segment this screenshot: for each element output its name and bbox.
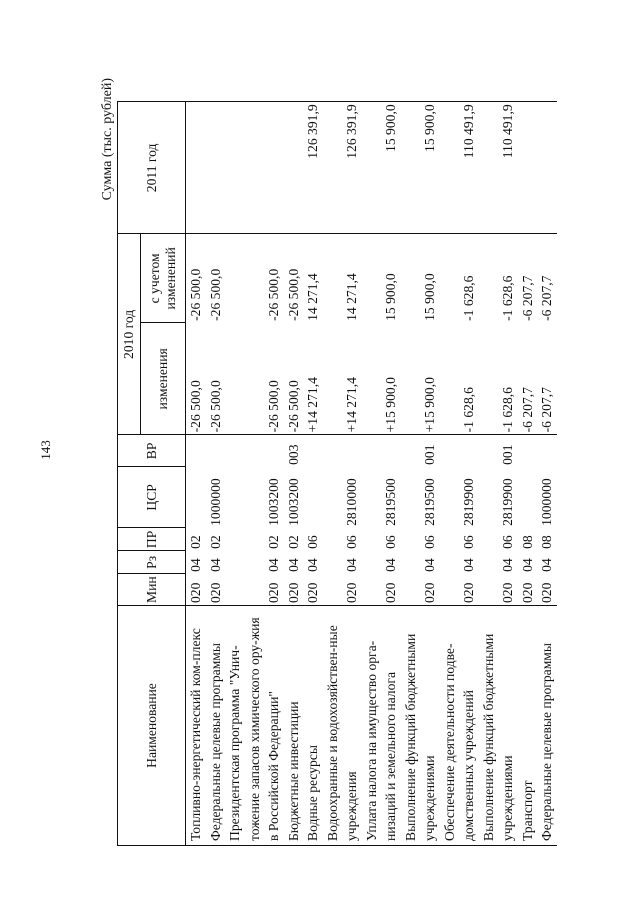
cell-2011: 15 900,0 — [362, 102, 401, 234]
cell-rz: 04 — [539, 558, 554, 572]
budget-table — [117, 101, 557, 846]
cell-name: Президентская программа "Унич-тожение запасов химического ору-жия в Российской Федерации" — [225, 606, 284, 846]
cell-pr: 08 — [519, 535, 535, 549]
cell-pr: 06 — [383, 535, 398, 549]
cell-name: Бюджетные инвестиции — [284, 606, 304, 846]
cell-csr: 2819500 — [383, 478, 398, 526]
cell-changes: +15 900,0 — [422, 377, 437, 433]
cell-name: Обеспечение деятельности подве-домственных учреждений — [440, 606, 479, 846]
cell-rz: 04 — [422, 558, 437, 572]
cell-pr: 06 — [422, 535, 437, 549]
cell-rz: 04 — [344, 558, 359, 572]
cell-with-changes: -6 207,7 — [518, 234, 538, 323]
cell-rz: 04 — [207, 558, 223, 572]
table-row — [440, 102, 479, 846]
table-row — [186, 102, 206, 846]
cell-csr: 1000000 — [539, 478, 554, 526]
table-row — [225, 102, 284, 846]
cell-2011: 126 391,9 — [303, 102, 323, 234]
table-row — [323, 102, 362, 846]
cell-pr: 02 — [188, 535, 203, 549]
cell-min: 020 — [305, 582, 320, 603]
cell-changes: -26 500,0 — [188, 380, 203, 433]
cell-2011 — [518, 102, 538, 234]
cell-changes: +14 271,4 — [305, 377, 320, 433]
cell-min: 020 — [344, 582, 359, 603]
cell-2011 — [186, 102, 206, 234]
cell-name: Топливно-энергетический ком-плекс — [186, 606, 206, 846]
cell-changes: +15 900,0 — [383, 377, 398, 433]
cell-vr — [537, 435, 557, 467]
cell-with-changes: -26 500,0 — [186, 234, 206, 323]
cell-csr — [518, 467, 538, 528]
units-caption: Сумма (тыс. рублей) — [100, 78, 115, 201]
table-row — [537, 102, 557, 846]
header-changes: изменения — [141, 323, 186, 435]
cell-vr — [225, 435, 284, 467]
cell-pr: 06 — [461, 535, 476, 549]
cell-name: Уплата налога на имущество орга-низаций и земельного налога — [362, 606, 401, 846]
cell-pr: 02 — [207, 535, 223, 549]
cell-csr — [303, 467, 323, 528]
cell-vr — [362, 435, 401, 467]
cell-name: Федеральные целевые программы — [537, 606, 557, 846]
cell-2011 — [284, 102, 304, 234]
cell-rz: 04 — [500, 558, 515, 572]
cell-vr: 001 — [401, 435, 440, 467]
cell-vr — [323, 435, 362, 467]
table-row — [479, 102, 518, 846]
cell-2011 — [537, 102, 557, 234]
cell-min: 020 — [266, 582, 281, 603]
cell-2011: 110 491,9 — [440, 102, 479, 234]
cell-name: Водные ресурсы — [303, 606, 323, 846]
cell-with-changes: 15 900,0 — [362, 234, 401, 323]
table-body — [186, 102, 557, 846]
cell-changes: -26 500,0 — [266, 380, 281, 433]
cell-2011 — [225, 102, 284, 234]
cell-vr — [518, 435, 538, 467]
cell-changes: -6 207,7 — [539, 387, 554, 433]
header-with-changes: с учетом изменений — [141, 234, 186, 323]
cell-2011: 110 491,9 — [479, 102, 518, 234]
cell-rz: 04 — [266, 558, 281, 572]
header-year-2011: 2011 год — [118, 102, 186, 234]
table-row — [284, 102, 304, 846]
cell-min: 020 — [207, 582, 223, 603]
cell-changes: -6 207,7 — [519, 387, 535, 433]
cell-changes: -26 500,0 — [207, 380, 223, 433]
cell-name: Федеральные целевые программы — [206, 606, 226, 846]
cell-changes: -1 628,6 — [461, 387, 476, 433]
cell-csr: 1003200 — [285, 478, 301, 526]
cell-2011: 126 391,9 — [323, 102, 362, 234]
cell-min: 020 — [461, 582, 476, 603]
cell-with-changes: -6 207,7 — [537, 234, 557, 323]
header-min: Мин — [118, 574, 186, 606]
cell-vr: 003 — [284, 435, 304, 467]
cell-pr: 06 — [500, 535, 515, 549]
cell-2011: 15 900,0 — [401, 102, 440, 234]
header-name: Наименование — [118, 606, 186, 846]
cell-min: 020 — [519, 582, 535, 603]
cell-min: 020 — [500, 582, 515, 603]
cell-with-changes: 14 271,4 — [323, 234, 362, 323]
cell-min: 020 — [422, 582, 437, 603]
cell-csr — [186, 467, 206, 528]
header-year-2010: 2010 год — [118, 234, 141, 435]
cell-with-changes: -26 500,0 — [284, 234, 304, 323]
cell-rz: 04 — [305, 558, 320, 572]
cell-2011 — [206, 102, 226, 234]
table-row — [362, 102, 401, 846]
cell-rz: 04 — [188, 558, 203, 572]
header-csr: ЦСР — [118, 467, 186, 528]
cell-with-changes: -1 628,6 — [479, 234, 518, 323]
cell-csr: 1003200 — [266, 478, 281, 526]
cell-pr: 06 — [344, 535, 359, 549]
cell-rz: 04 — [383, 558, 398, 572]
header-pr: ПР — [118, 528, 186, 551]
cell-min: 020 — [285, 582, 301, 603]
table-row — [303, 102, 323, 846]
cell-with-changes: -26 500,0 — [206, 234, 226, 323]
cell-with-changes: -26 500,0 — [225, 234, 284, 323]
table-header — [118, 102, 186, 846]
cell-name: Выполнение функций бюджетными учреждениями — [401, 606, 440, 846]
cell-rz: 04 — [461, 558, 476, 572]
table-row — [206, 102, 226, 846]
cell-with-changes: 14 271,4 — [303, 234, 323, 323]
cell-min: 020 — [539, 582, 554, 603]
cell-rz: 04 — [519, 558, 535, 572]
table-row — [518, 102, 538, 846]
cell-csr: 1000000 — [207, 478, 223, 526]
header-rz: Рз — [118, 551, 186, 574]
table-row — [401, 102, 440, 846]
cell-name: Транспорт — [518, 606, 538, 846]
cell-vr — [186, 435, 206, 467]
cell-with-changes: -1 628,6 — [440, 234, 479, 323]
cell-rz: 04 — [285, 558, 301, 572]
cell-csr: 2819900 — [500, 478, 515, 526]
cell-vr — [303, 435, 323, 467]
page-number: 143 — [38, 440, 53, 460]
cell-csr: 2819500 — [422, 478, 437, 526]
header-vr: ВР — [118, 435, 186, 467]
cell-vr: 001 — [479, 435, 518, 467]
cell-pr: 02 — [266, 535, 281, 549]
cell-csr: 2819900 — [461, 478, 476, 526]
cell-csr: 2810000 — [344, 478, 359, 526]
cell-with-changes: 15 900,0 — [401, 234, 440, 323]
cell-changes: -26 500,0 — [285, 380, 301, 433]
cell-min: 020 — [383, 582, 398, 603]
cell-vr — [440, 435, 479, 467]
cell-min: 020 — [188, 582, 203, 603]
cell-pr: 02 — [285, 535, 301, 549]
cell-changes: +14 271,4 — [344, 377, 359, 433]
cell-pr: 08 — [539, 535, 554, 549]
cell-name: Выполнение функций бюджетными учреждениями — [479, 606, 518, 846]
cell-changes: -1 628,6 — [500, 387, 515, 433]
cell-vr — [206, 435, 226, 467]
cell-name: Водоохранные и водохозяйствен-ные учреждения — [323, 606, 362, 846]
cell-pr: 06 — [305, 535, 320, 549]
